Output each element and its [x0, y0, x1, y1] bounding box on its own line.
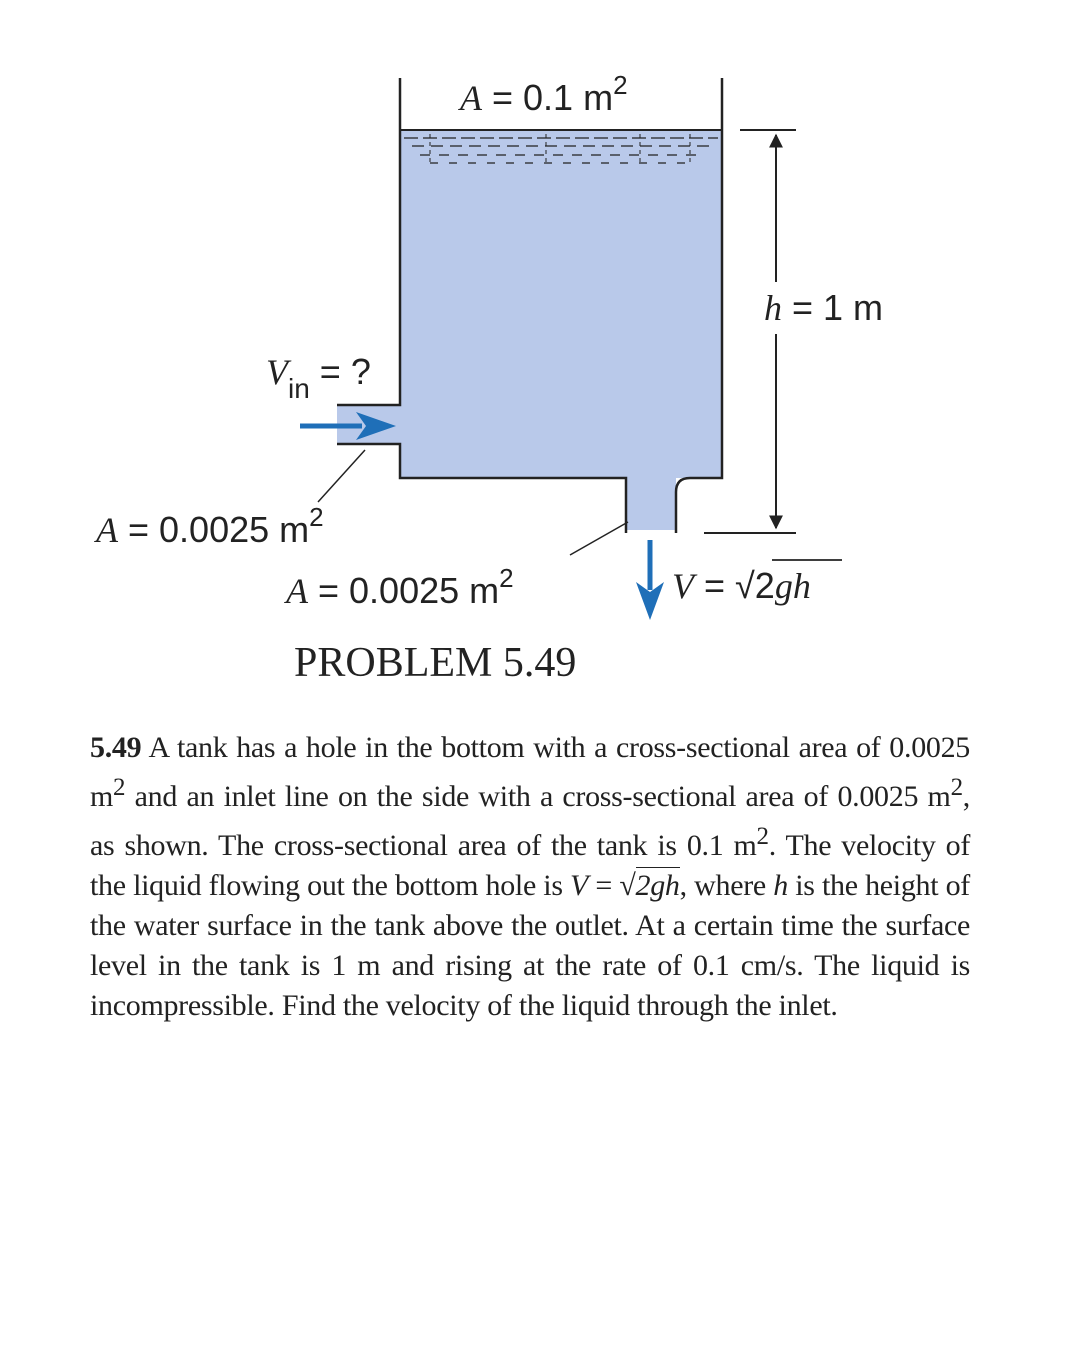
problem-text-part-2: and an inlet line on the side with a cross-sectional area of 0.0025 m	[125, 780, 951, 813]
inlet-leader-line	[318, 450, 365, 502]
outlet-flow-arrow	[636, 540, 664, 620]
height-label: h = 1 m	[764, 287, 884, 328]
problem-statement	[90, 728, 970, 1026]
problem-number: 5.49	[90, 731, 142, 764]
inlet-area-label: A = 0.0025 $m^2$	[96, 502, 324, 550]
outlet-velocity-label: V = √2gh	[672, 565, 811, 606]
tank-area-label: A = 0.1 $m^2$	[460, 70, 628, 118]
problem-text-part-1: A tank has a hole in the bottom with a cross-sectional area of 0.0025 m	[90, 731, 970, 813]
problem-sup-3: 2	[756, 823, 769, 850]
water-body	[337, 130, 722, 530]
outlet-area-label: A = 0.0025 $m^2$	[286, 563, 514, 611]
inlet-velocity-label: $V_{in}$ = ?	[266, 351, 371, 404]
problem-sup-1: 2	[113, 774, 126, 801]
outlet-leader-line	[570, 522, 628, 555]
problem-caption: PROBLEM 5.49	[294, 640, 577, 686]
problem-radicand: 2gh	[635, 869, 680, 902]
problem-velocity-eq: =	[588, 869, 620, 902]
problem-text-part-5: , where	[679, 869, 774, 902]
problem-text-part-4: . The velocity of the liquid flowing out the bottom hole is	[90, 829, 971, 902]
problem-height-var: h	[773, 869, 788, 902]
problem-velocity-var: V	[570, 869, 589, 902]
problem-sqrt-symbol: √	[619, 869, 636, 902]
problem-text-part-3: , as shown. The cross-sectional area of the tank is 0.1 m	[90, 780, 970, 862]
problem-sup-2: 2	[950, 774, 963, 801]
problem-text-part-6: is the height of the water surface in the tank above the outlet. At a certain time the surface level in the tank is 1 m and rising at the rate of 0.1 cm/s. The liquid is incompressible. Find the velocity of the liquid through the inlet.	[90, 869, 970, 1022]
